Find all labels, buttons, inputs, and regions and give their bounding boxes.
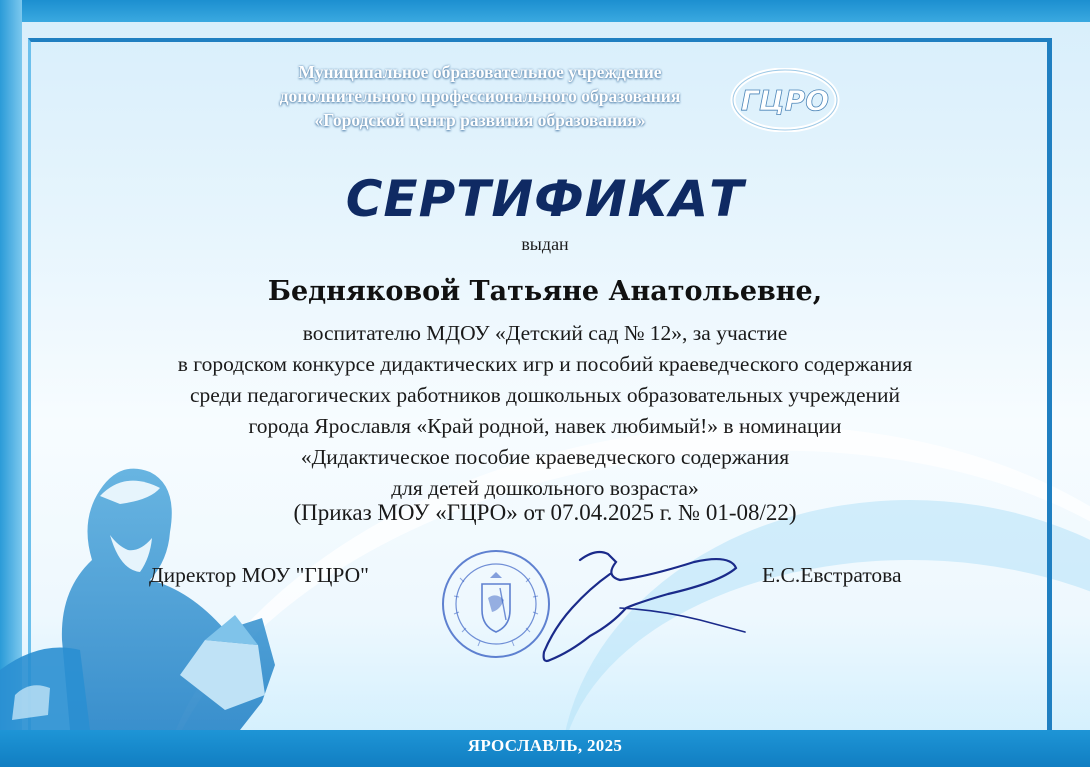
body-line: «Дидактическое пособие краеведческого содержания <box>300 445 790 469</box>
issued-label: выдан <box>521 234 569 254</box>
organization-name <box>240 60 720 132</box>
org-line-3: «Городской центр развития образования» <box>314 110 646 130</box>
certificate-title: СЕРТИФИКАТ <box>345 170 745 228</box>
certificate-body <box>90 318 1000 504</box>
body-line: воспитателю МДОУ «Детский сад № 12», за участие <box>302 321 788 345</box>
top-border-band <box>0 0 1090 22</box>
director-name: Е.С.Евстратова <box>762 563 902 587</box>
director-signature <box>430 532 750 672</box>
org-line-1: Муниципальное образовательное учреждение <box>298 62 662 82</box>
body-line: для детей дошкольного возраста» <box>391 476 699 500</box>
logo-text: ГЦРО <box>740 84 830 117</box>
recipient-name: Бедняковой Татьяне Анатольевне, <box>267 276 823 307</box>
city-year-footer: ЯРОСЛАВЛЬ, 2025 <box>467 736 623 755</box>
order-reference: (Приказ МОУ «ГЦРО» от 07.04.2025 г. № 01-08/22) <box>293 500 797 525</box>
director-title: Директор МОУ "ГЦРО" <box>149 563 369 587</box>
org-line-2: дополнительного профессионального образования <box>279 86 681 106</box>
body-line: среди педагогических работников дошкольных образовательных учреждений <box>189 383 901 407</box>
gcro-logo <box>727 68 843 132</box>
body-line: в городском конкурсе дидактических игр и пособий краеведческого содержания <box>177 352 913 376</box>
body-line: города Ярославля «Край родной, навек любимый!» в номинации <box>248 414 842 438</box>
